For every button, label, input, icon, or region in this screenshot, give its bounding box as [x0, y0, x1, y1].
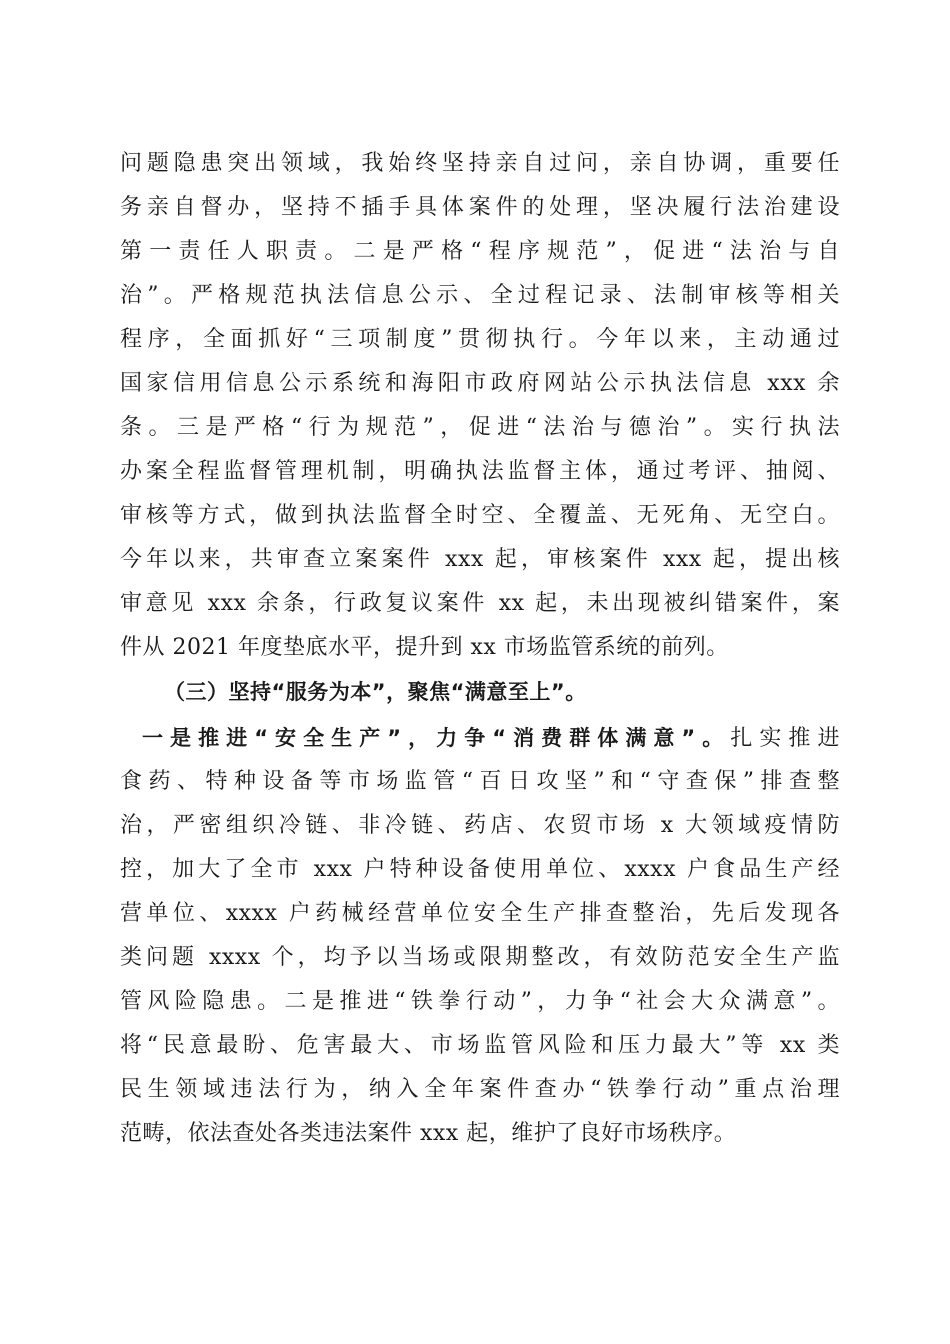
paragraph-line: 条。三是严格“行为规范”，促进“法治与德治”。实行执法	[120, 415, 840, 440]
paragraph-line: 问题隐患突出领域，我始终坚持亲自过问，亲自协调，重要任	[120, 151, 840, 176]
section-heading: （三）坚持“服务为本”，聚焦“满意至上”。	[164, 680, 587, 704]
paragraph-line: 今年以来，共审查立案案件 xxx 起，审核案件 xxx 起，提出核	[120, 547, 840, 572]
paragraph-line: 范畴，依法查处各类违法案件 xxx 起，维护了良好市场秩序。	[120, 1121, 737, 1146]
paragraph-line: 将“民意最盼、危害最大、市场监管风险和压力最大”等 xx 类	[120, 1033, 840, 1058]
paragraph-lead: 一是推进“安全生产”，力争“消费群体满意”。	[142, 726, 731, 750]
paragraph-line: 治，严密组织冷链、非冷链、药店、农贸市场 x 大领域疫情防	[120, 813, 840, 838]
paragraph-first-line	[142, 716, 840, 760]
paragraph-line: 管风险隐患。二是推进“铁拳行动”，力争“社会大众满意”。	[120, 989, 840, 1014]
paragraph-line: 第一责任人职责。二是严格“程序规范”，促进“法治与自	[120, 239, 840, 264]
paragraph-line: 国家信用信息公示系统和海阳市政府网站公示执法信息 xxx 余	[120, 371, 840, 396]
paragraph-line: 营单位、xxxx 户药械经营单位安全生产排查整治，先后发现各	[120, 901, 840, 926]
paragraph-line: 民生领域违法行为，纳入全年案件查办“铁拳行动”重点治理	[120, 1077, 840, 1102]
paragraph-line: 审核等方式，做到执法监督全时空、全覆盖、无死角、无空白。	[120, 503, 840, 528]
paragraph-line: 程序，全面抓好“三项制度”贯彻执行。今年以来，主动通过	[120, 327, 840, 352]
paragraph-line: 件从 2021 年度垫底水平，提升到 xx 市场监管系统的前列。	[120, 635, 729, 660]
paragraph-line: 控，加大了全市 xxx 户特种设备使用单位、xxxx 户食品生产经	[120, 857, 840, 882]
paragraph-lead-rest: 扎实推进	[730, 726, 840, 751]
paragraph-line: 治”。严格规范执法信息公示、全过程记录、法制审核等相关	[120, 283, 840, 308]
paragraph-line: 务亲自督办，坚持不插手具体案件的处理，坚决履行法治建设	[120, 195, 840, 220]
paragraph-line: 食药、特种设备等市场监管“百日攻坚”和“守查保”排查整	[120, 769, 840, 794]
paragraph-line: 类问题 xxxx 个，均予以当场或限期整改，有效防范安全生产监	[120, 945, 840, 970]
paragraph-line: 办案全程监督管理机制，明确执法监督主体，通过考评、抽阅、	[120, 459, 840, 484]
paragraph-line: 审意见 xxx 余条，行政复议案件 xx 起，未出现被纠错案件，案	[120, 591, 840, 616]
